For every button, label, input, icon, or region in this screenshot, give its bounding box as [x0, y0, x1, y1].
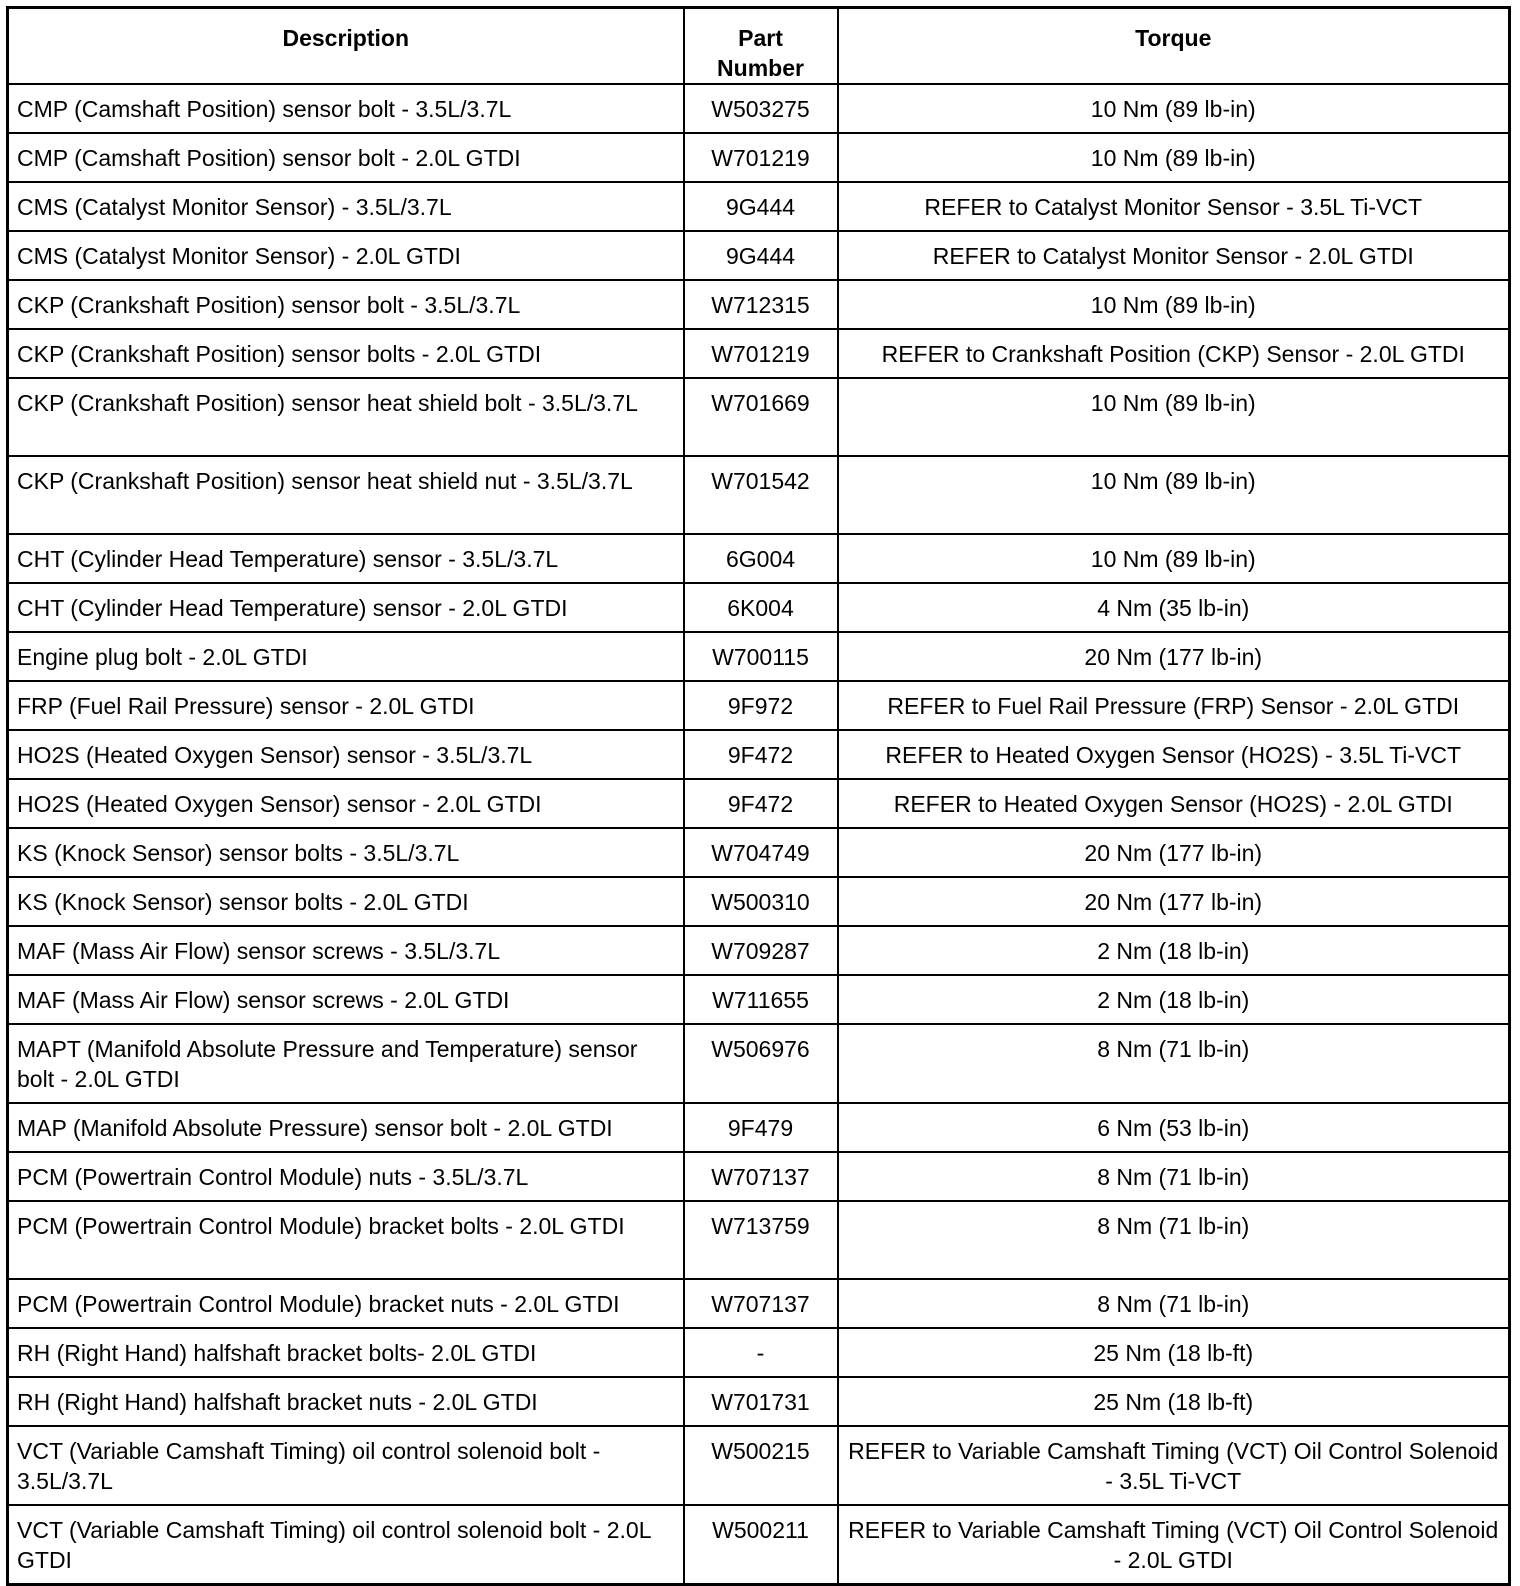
cell-torque: REFER to Variable Camshaft Timing (VCT) Oil Control Solenoid - 3.5L Ti-VCT	[838, 1426, 1510, 1505]
cell-description: CMS (Catalyst Monitor Sensor) - 3.5L/3.7L	[8, 182, 684, 231]
cell-torque: 25 Nm (18 lb-ft)	[838, 1328, 1510, 1377]
table-body	[8, 84, 1510, 1585]
cell-torque: REFER to Catalyst Monitor Sensor - 2.0L GTDI	[838, 231, 1510, 280]
table-row	[8, 583, 1510, 632]
cell-part-number: 9G444	[684, 182, 838, 231]
cell-description: CKP (Crankshaft Position) sensor heat shield bolt - 3.5L/3.7L	[8, 378, 684, 456]
cell-torque: REFER to Heated Oxygen Sensor (HO2S) - 3.5L Ti-VCT	[838, 730, 1510, 779]
cell-part-number: 9F472	[684, 730, 838, 779]
cell-torque: REFER to Heated Oxygen Sensor (HO2S) - 2.0L GTDI	[838, 779, 1510, 828]
cell-torque: 2 Nm (18 lb-in)	[838, 926, 1510, 975]
table-row	[8, 1024, 1510, 1103]
table-row	[8, 632, 1510, 681]
table-header	[8, 8, 1510, 85]
cell-part-number: W500215	[684, 1426, 838, 1505]
cell-torque: REFER to Variable Camshaft Timing (VCT) Oil Control Solenoid - 2.0L GTDI	[838, 1505, 1510, 1585]
cell-part-number: W701219	[684, 329, 838, 378]
cell-description: KS (Knock Sensor) sensor bolts - 2.0L GTDI	[8, 877, 684, 926]
table-row	[8, 534, 1510, 583]
table-row	[8, 133, 1510, 182]
cell-torque: 20 Nm (177 lb-in)	[838, 877, 1510, 926]
cell-torque: 10 Nm (89 lb-in)	[838, 534, 1510, 583]
cell-part-number: W707137	[684, 1279, 838, 1328]
table-row	[8, 182, 1510, 231]
table-row	[8, 1103, 1510, 1152]
cell-description: CKP (Crankshaft Position) sensor bolts - 2.0L GTDI	[8, 329, 684, 378]
cell-description: Engine plug bolt - 2.0L GTDI	[8, 632, 684, 681]
cell-part-number: W701542	[684, 456, 838, 534]
cell-torque: 10 Nm (89 lb-in)	[838, 280, 1510, 329]
torque-spec-table	[6, 6, 1511, 1586]
cell-description: HO2S (Heated Oxygen Sensor) sensor - 2.0L GTDI	[8, 779, 684, 828]
cell-description: PCM (Powertrain Control Module) bracket nuts - 2.0L GTDI	[8, 1279, 684, 1328]
cell-torque: 8 Nm (71 lb-in)	[838, 1152, 1510, 1201]
cell-part-number: 6K004	[684, 583, 838, 632]
header-description: Description	[8, 8, 684, 85]
cell-description: VCT (Variable Camshaft Timing) oil control solenoid bolt - 2.0L GTDI	[8, 1505, 684, 1585]
cell-torque: 4 Nm (35 lb-in)	[838, 583, 1510, 632]
cell-part-number: W700115	[684, 632, 838, 681]
cell-description: MAF (Mass Air Flow) sensor screws - 3.5L/3.7L	[8, 926, 684, 975]
cell-description: PCM (Powertrain Control Module) nuts - 3.5L/3.7L	[8, 1152, 684, 1201]
header-part-number-line1: Part	[738, 25, 783, 51]
table-row	[8, 280, 1510, 329]
table-row	[8, 1426, 1510, 1505]
cell-part-number: 9F479	[684, 1103, 838, 1152]
cell-description: MAP (Manifold Absolute Pressure) sensor bolt - 2.0L GTDI	[8, 1103, 684, 1152]
table-row	[8, 926, 1510, 975]
cell-description: CKP (Crankshaft Position) sensor heat shield nut - 3.5L/3.7L	[8, 456, 684, 534]
cell-part-number: 6G004	[684, 534, 838, 583]
cell-description: CMP (Camshaft Position) sensor bolt - 3.5L/3.7L	[8, 84, 684, 133]
table-row	[8, 681, 1510, 730]
cell-description: PCM (Powertrain Control Module) bracket bolts - 2.0L GTDI	[8, 1201, 684, 1279]
table-row	[8, 456, 1510, 534]
table-row	[8, 1279, 1510, 1328]
cell-part-number: W506976	[684, 1024, 838, 1103]
cell-torque: 2 Nm (18 lb-in)	[838, 975, 1510, 1024]
cell-description: FRP (Fuel Rail Pressure) sensor - 2.0L GTDI	[8, 681, 684, 730]
torque-spec-sheet	[6, 6, 1508, 1586]
cell-torque: REFER to Crankshaft Position (CKP) Sensor - 2.0L GTDI	[838, 329, 1510, 378]
table-row	[8, 779, 1510, 828]
cell-part-number: 9G444	[684, 231, 838, 280]
cell-part-number: W701669	[684, 378, 838, 456]
cell-torque: 10 Nm (89 lb-in)	[838, 456, 1510, 534]
table-row	[8, 231, 1510, 280]
cell-torque: 6 Nm (53 lb-in)	[838, 1103, 1510, 1152]
table-row	[8, 975, 1510, 1024]
cell-description: CKP (Crankshaft Position) sensor bolt - 3.5L/3.7L	[8, 280, 684, 329]
header-part-number	[684, 8, 838, 85]
table-row	[8, 1328, 1510, 1377]
cell-description: CMP (Camshaft Position) sensor bolt - 2.0L GTDI	[8, 133, 684, 182]
cell-description: RH (Right Hand) halfshaft bracket nuts - 2.0L GTDI	[8, 1377, 684, 1426]
cell-part-number: W503275	[684, 84, 838, 133]
table-row	[8, 84, 1510, 133]
table-row	[8, 1152, 1510, 1201]
cell-part-number: W500211	[684, 1505, 838, 1585]
cell-part-number: W701219	[684, 133, 838, 182]
table-row	[8, 329, 1510, 378]
cell-part-number: 9F472	[684, 779, 838, 828]
cell-torque: 10 Nm (89 lb-in)	[838, 378, 1510, 456]
cell-torque: 20 Nm (177 lb-in)	[838, 828, 1510, 877]
table-row	[8, 828, 1510, 877]
cell-torque: 8 Nm (71 lb-in)	[838, 1279, 1510, 1328]
header-row	[8, 8, 1510, 85]
cell-torque: 10 Nm (89 lb-in)	[838, 84, 1510, 133]
header-part-number-line2: Number	[717, 55, 804, 81]
cell-torque: REFER to Fuel Rail Pressure (FRP) Sensor - 2.0L GTDI	[838, 681, 1510, 730]
cell-part-number: W712315	[684, 280, 838, 329]
cell-part-number: -	[684, 1328, 838, 1377]
table-row	[8, 730, 1510, 779]
table-row	[8, 1377, 1510, 1426]
cell-torque: 20 Nm (177 lb-in)	[838, 632, 1510, 681]
cell-description: VCT (Variable Camshaft Timing) oil control solenoid bolt - 3.5L/3.7L	[8, 1426, 684, 1505]
cell-part-number: W709287	[684, 926, 838, 975]
table-row	[8, 1505, 1510, 1585]
table-row	[8, 1201, 1510, 1279]
cell-description: HO2S (Heated Oxygen Sensor) sensor - 3.5L/3.7L	[8, 730, 684, 779]
table-row	[8, 877, 1510, 926]
cell-torque: 8 Nm (71 lb-in)	[838, 1201, 1510, 1279]
header-torque: Torque	[838, 8, 1510, 85]
cell-description: KS (Knock Sensor) sensor bolts - 3.5L/3.7L	[8, 828, 684, 877]
cell-part-number: W704749	[684, 828, 838, 877]
cell-description: MAF (Mass Air Flow) sensor screws - 2.0L GTDI	[8, 975, 684, 1024]
cell-description: RH (Right Hand) halfshaft bracket bolts- 2.0L GTDI	[8, 1328, 684, 1377]
cell-torque: REFER to Catalyst Monitor Sensor - 3.5L Ti-VCT	[838, 182, 1510, 231]
cell-description: CHT (Cylinder Head Temperature) sensor - 3.5L/3.7L	[8, 534, 684, 583]
cell-description: CHT (Cylinder Head Temperature) sensor - 2.0L GTDI	[8, 583, 684, 632]
cell-part-number: W711655	[684, 975, 838, 1024]
cell-description: MAPT (Manifold Absolute Pressure and Temperature) sensor bolt - 2.0L GTDI	[8, 1024, 684, 1103]
table-row	[8, 378, 1510, 456]
cell-part-number: 9F972	[684, 681, 838, 730]
cell-part-number: W500310	[684, 877, 838, 926]
cell-description: CMS (Catalyst Monitor Sensor) - 2.0L GTDI	[8, 231, 684, 280]
cell-torque: 8 Nm (71 lb-in)	[838, 1024, 1510, 1103]
cell-part-number: W713759	[684, 1201, 838, 1279]
cell-torque: 25 Nm (18 lb-ft)	[838, 1377, 1510, 1426]
cell-torque: 10 Nm (89 lb-in)	[838, 133, 1510, 182]
cell-part-number: W707137	[684, 1152, 838, 1201]
cell-part-number: W701731	[684, 1377, 838, 1426]
